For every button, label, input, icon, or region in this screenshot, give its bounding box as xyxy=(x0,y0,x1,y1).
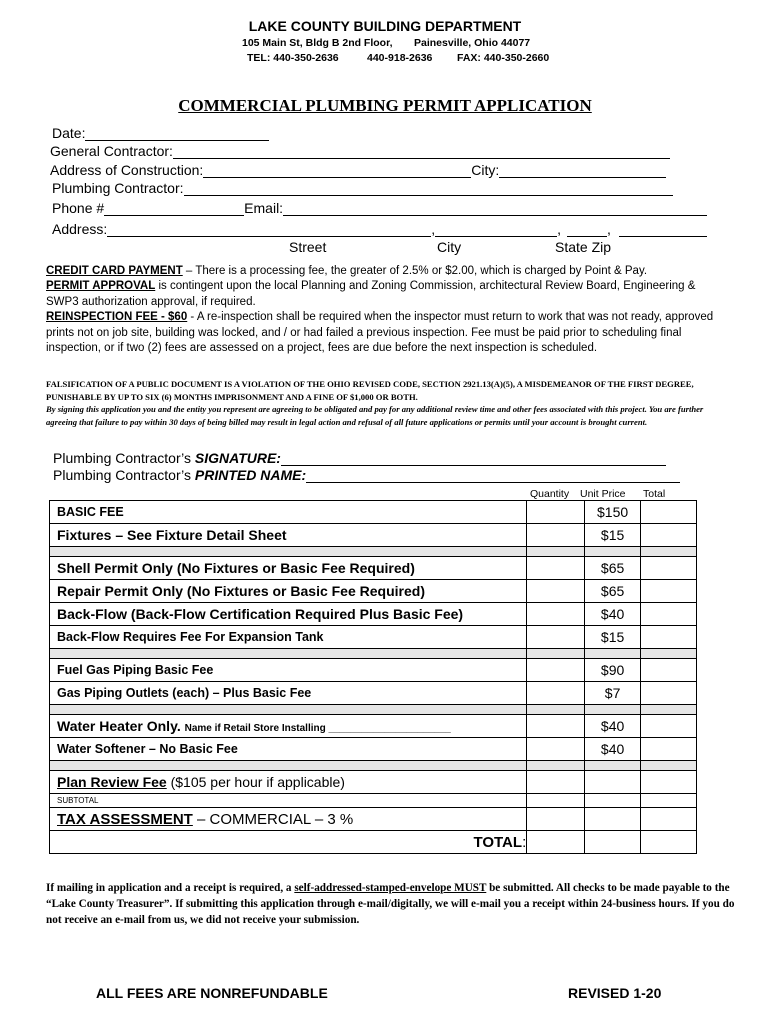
credit-card-notice xyxy=(46,264,726,280)
total-cell[interactable] xyxy=(641,659,697,682)
repair-permit-label: Repair Permit Only (No Fixtures or Basic Fee Required) xyxy=(50,580,527,603)
table-row xyxy=(50,738,697,761)
unit-price-cell: $7 xyxy=(585,682,641,705)
total-cell[interactable] xyxy=(641,626,697,649)
quantity-cell[interactable] xyxy=(527,557,585,580)
comma: , xyxy=(607,221,611,237)
quantity-cell[interactable] xyxy=(527,659,585,682)
gas-outlets-label: Gas Piping Outlets (each) – Plus Basic Fee xyxy=(50,682,527,705)
water-softener-label: Water Softener – No Basic Fee xyxy=(50,738,527,761)
table-row xyxy=(50,580,697,603)
unit-price-cell: $90 xyxy=(585,659,641,682)
nonrefundable-note: ALL FEES ARE NONREFUNDABLE xyxy=(96,985,328,1001)
general-contractor-line[interactable] xyxy=(173,145,670,159)
mailing-text-2: be submitted. All checks to be made payable to the “Lake County Treasurer”. If submitting this application through e-mail/digitally, we will e-mail you a receipt within 24-business hours. If you do not receive an e-mail from us, we did not receive your submission. xyxy=(46,882,735,926)
phone-line[interactable] xyxy=(104,202,244,216)
plumbing-contractor-field[interactable] xyxy=(52,180,673,196)
department-address: 105 Main St, Bldg B 2nd Floor, xyxy=(242,37,393,49)
table-row xyxy=(50,808,697,831)
reinspection-text: - A re-inspection shall be required when the inspector must return to work that was not ready, approved prints not on job site, building was locked, and / or had failed a previous inspection. Fee must be paid prior to scheduling final inspection, or if two (2) fees are assessed on a project, fees are due before the next inspection is scheduled. xyxy=(46,311,714,354)
unit-price-cell: $15 xyxy=(585,524,641,547)
unit-price-cell: $40 xyxy=(585,603,641,626)
page-title: COMMERCIAL PLUMBING PERMIT APPLICATION xyxy=(178,96,592,115)
city-label: City: xyxy=(471,162,500,178)
department-tel: TEL: 440-350-2636 xyxy=(247,52,339,64)
table-divider xyxy=(50,761,697,771)
department-tel2: 440-918-2636 xyxy=(367,52,433,64)
revised-note: REVISED 1-20 xyxy=(568,985,662,1001)
table-row xyxy=(50,524,697,547)
state-line[interactable] xyxy=(567,223,607,237)
subtotal-label: SUBTOTAL xyxy=(50,794,527,808)
total-header: Total xyxy=(643,488,666,500)
total-cell[interactable] xyxy=(641,603,697,626)
quantity-cell[interactable] xyxy=(527,738,585,761)
table-divider xyxy=(50,547,697,557)
tax-cell xyxy=(50,808,527,831)
grand-total-cell[interactable] xyxy=(641,831,697,854)
tax-label: TAX ASSESSMENT xyxy=(57,810,193,828)
total-colon: : xyxy=(522,833,527,851)
total-cell[interactable] xyxy=(641,524,697,547)
table-row xyxy=(50,794,697,808)
comma: , xyxy=(557,221,562,237)
table-row xyxy=(50,831,697,854)
signing-notice xyxy=(46,403,726,428)
phone-email-field[interactable] xyxy=(52,200,707,216)
basic-fee-label: BASIC FEE xyxy=(50,501,527,524)
street-caption: Street xyxy=(289,239,327,255)
signature-line[interactable] xyxy=(281,452,666,466)
table-divider xyxy=(50,705,697,715)
total-cell[interactable] xyxy=(641,771,697,794)
total-cell[interactable] xyxy=(641,682,697,705)
department-fax: FAX: 440-350-2660 xyxy=(457,52,550,64)
state-zip-caption: State Zip xyxy=(555,239,612,255)
total-cell-label xyxy=(50,831,527,854)
total-label: TOTAL xyxy=(473,833,523,851)
city-address-line[interactable] xyxy=(435,223,557,237)
table-row xyxy=(50,501,697,524)
quantity-cell[interactable] xyxy=(527,603,585,626)
unit-price-cell: $40 xyxy=(585,738,641,761)
quantity-cell[interactable] xyxy=(527,626,585,649)
department-name: LAKE COUNTY BUILDING DEPARTMENT xyxy=(248,18,522,34)
zip-line[interactable] xyxy=(619,223,707,237)
credit-card-label: CREDIT CARD PAYMENT xyxy=(46,265,183,277)
table-divider xyxy=(50,649,697,659)
quantity-cell[interactable] xyxy=(527,580,585,603)
total-cell[interactable] xyxy=(641,557,697,580)
falsification-text: FALSIFICATION OF A PUBLIC DOCUMENT IS A VIOLATION OF THE OHIO REVISED CODE, SECTION 2921.13(A)(5), A MISDEMEANOR OF THE FIRST DEGREE, PUNISHABLE BY UP TO SIX (6) MONTHS IMPRISONMENT AND A FINE OF $1,000 OR BOTH. xyxy=(46,379,694,402)
table-row xyxy=(50,557,697,580)
email-label: Email: xyxy=(244,200,284,216)
general-contractor-field[interactable] xyxy=(50,143,670,159)
signature-label: SIGNATURE: xyxy=(194,450,281,466)
quantity-cell[interactable] xyxy=(527,682,585,705)
email-line[interactable] xyxy=(283,202,707,216)
date-line[interactable] xyxy=(85,127,269,141)
credit-card-text: – There is a processing fee, the greater of 2.5% or $2.00, which is charged by Point & Pay. xyxy=(182,265,648,277)
falsification-notice xyxy=(46,378,726,403)
table-row xyxy=(50,603,697,626)
date-label: Date: xyxy=(52,125,86,141)
mailing-text-underlined: self-addressed-stamped-envelope MUST xyxy=(294,882,487,894)
quantity-cell[interactable] xyxy=(527,771,585,794)
total-cell[interactable] xyxy=(641,738,697,761)
plan-review-note: ($105 per hour if applicable) xyxy=(166,774,345,790)
comma: , xyxy=(431,221,436,237)
table-row xyxy=(50,771,697,794)
permit-approval-label: PERMIT APPROVAL xyxy=(46,280,156,292)
fee-table xyxy=(49,500,697,854)
construction-address-label: Address of Construction: xyxy=(50,162,204,178)
quantity-cell[interactable] xyxy=(527,501,585,524)
city-line[interactable] xyxy=(499,164,666,178)
water-heater-label: Water Heater Only. xyxy=(57,718,181,734)
total-cell[interactable] xyxy=(641,580,697,603)
quantity-header: Quantity xyxy=(530,488,570,500)
fuel-gas-label: Fuel Gas Piping Basic Fee xyxy=(50,659,527,682)
permit-approval-text: is contingent upon the local Planning and Zoning Commission, architectural Review Board, Engineering & SWP3 authorization approval, if required. xyxy=(46,280,696,308)
unit-price-cell: $15 xyxy=(585,626,641,649)
total-cell[interactable] xyxy=(641,501,697,524)
total-cell[interactable] xyxy=(641,715,697,738)
printed-name-line[interactable] xyxy=(306,469,680,483)
quantity-cell[interactable] xyxy=(527,715,585,738)
city-caption: City xyxy=(437,239,462,255)
plumbing-contractor-label: Plumbing Contractor: xyxy=(52,180,184,196)
mailing-notice xyxy=(46,880,736,928)
shell-permit-label: Shell Permit Only (No Fixtures or Basic Fee Required) xyxy=(50,557,527,580)
water-heater-cell xyxy=(50,715,527,738)
table-row xyxy=(50,715,697,738)
address-label: Address: xyxy=(52,221,108,237)
signing-text: By signing this application you and the entity you represent are agreeing to be obligated and pay for any additional review time and other fees associated with this project. You are further agreeing that failure to pay within 30 days of being billed may result in legal action and refusal of all future applications or permits until your account is brought current. xyxy=(46,404,704,427)
table-row xyxy=(50,659,697,682)
unit-price-cell: $65 xyxy=(585,580,641,603)
tax-total-cell[interactable] xyxy=(641,808,697,831)
plumbing-contractor-line[interactable] xyxy=(184,182,673,196)
unit-price-cell: $150 xyxy=(585,501,641,524)
unit-price-cell: $40 xyxy=(585,715,641,738)
water-heater-note: Name if Retail Store Installing ______________________ xyxy=(184,723,451,734)
plan-review-cell xyxy=(50,771,527,794)
fixtures-label: Fixtures – See Fixture Detail Sheet xyxy=(50,524,527,547)
construction-address-line[interactable] xyxy=(203,164,471,178)
department-city: Painesville, Ohio 44077 xyxy=(414,37,531,49)
quantity-cell[interactable] xyxy=(527,524,585,547)
printed-name-prefix: Plumbing Contractor’s xyxy=(53,467,195,483)
table-row xyxy=(50,626,697,649)
printed-name-field[interactable] xyxy=(53,467,680,483)
plan-review-label: Plan Review Fee xyxy=(57,774,167,790)
permit-approval-notice xyxy=(46,279,726,310)
signature-field[interactable] xyxy=(53,450,666,466)
date-field[interactable] xyxy=(52,125,269,141)
address-field[interactable] xyxy=(52,221,707,237)
printed-name-label: PRINTED NAME: xyxy=(194,467,307,483)
reinspection-notice xyxy=(46,310,726,357)
backflow-label: Back-Flow (Back-Flow Certification Required Plus Basic Fee) xyxy=(50,603,527,626)
mailing-text-1: If mailing in application and a receipt is required, a xyxy=(46,882,295,894)
unit-price-cell: $65 xyxy=(585,557,641,580)
subtotal-cell[interactable] xyxy=(641,794,697,808)
phone-label: Phone # xyxy=(52,200,105,216)
backflow-tank-label: Back-Flow Requires Fee For Expansion Tank xyxy=(50,626,527,649)
reinspection-label: REINSPECTION FEE - $60 xyxy=(46,311,188,323)
construction-address-field[interactable] xyxy=(50,162,666,178)
unit-price-header: Unit Price xyxy=(580,488,626,500)
general-contractor-label: General Contractor: xyxy=(50,143,173,159)
table-row xyxy=(50,682,697,705)
street-line[interactable] xyxy=(107,223,431,237)
tax-note: – COMMERCIAL – 3 % xyxy=(192,810,354,828)
signature-prefix: Plumbing Contractor’s xyxy=(53,450,195,466)
